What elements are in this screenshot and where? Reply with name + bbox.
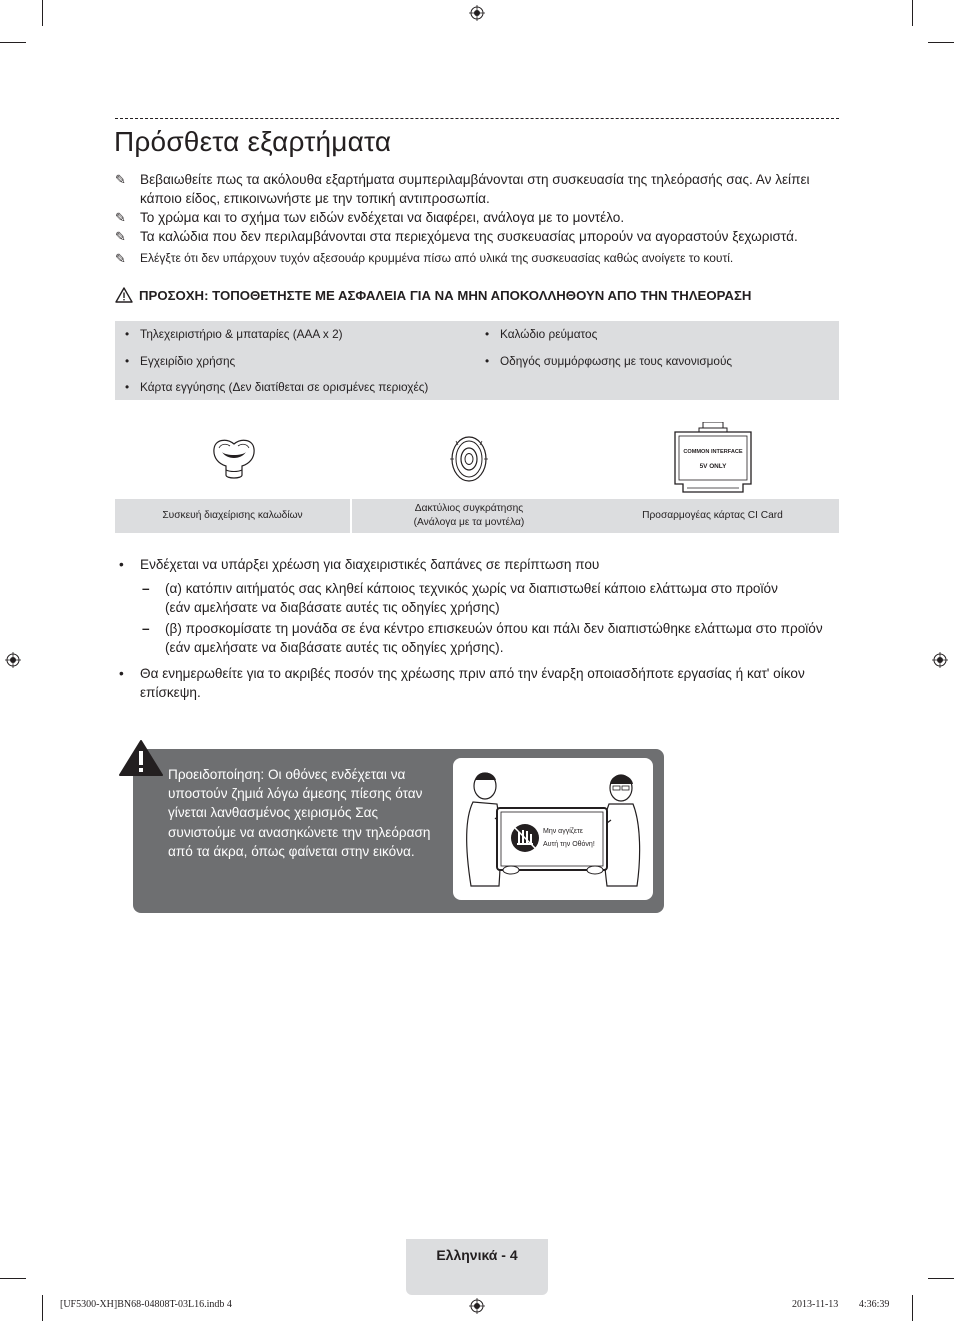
caution-triangle-icon (115, 287, 133, 303)
note-item: ✎ Τα καλώδια που δεν περιλαμβάνονται στα περιεχόμενα της συσκευασίας μπορούν να αγοραστούν ξεχωριστά. (115, 229, 798, 244)
note-icon: ✎ (115, 172, 126, 187)
caption-cable-holder: Συσκευή διαχείρισης καλωδίων (115, 499, 350, 533)
warning-triangle-icon (118, 739, 164, 777)
registration-mark-icon (5, 652, 21, 668)
ci-card-adapter-icon (673, 422, 753, 496)
cable-holder-image (115, 420, 352, 498)
tv-screen-line1: Μην αγγίζετε (543, 828, 583, 835)
ci-label-line1: COMMON INTERFACE (682, 449, 743, 455)
note-icon: ✎ (115, 210, 126, 225)
list-item: • Οδηγός συμμόρφωσης με τους κανονισμούς (475, 354, 839, 381)
list-item: • Τηλεχειριστήριο & μπαταρίες (AAA x 2) (115, 327, 475, 354)
note-icon: ✎ (115, 251, 126, 266)
ci-label-line2: 5V ONLY (699, 463, 726, 470)
warning-text: Προειδοποίηση: Οι οθόνες ενδέχεται να υποστούν ζημιά λόγω άμεσης πίεσης όταν γίνεται λανθασμένος χειρισμός Σας συνιστούμε να ανασηκώνετε την τηλεόραση από τα άκρα, όπως φαίνεται στην εικόνα. (168, 767, 431, 859)
notes-list (115, 170, 839, 268)
list-item: • Θα ενημερωθείτε για το ακριβές ποσόν της χρέωσης πριν από την έναρξη οποιασδήποτε εργασίας ή κατ' οίκον επίσκεψη. (119, 666, 805, 700)
list-item: – (α) κατόπιν αιτήματός σας κληθεί κάποιος τεχνικός χωρίς να διαπιστωθεί κάποιο ελάττωμα στο προϊόν (εάν αμελήσατε να διαβάσατε αυτές τις οδηγίες χρήσης) (142, 581, 778, 615)
holder-ring-image (352, 420, 586, 498)
accessories-right-list (475, 327, 839, 380)
holder-ring-icon (448, 433, 490, 485)
list-item: – (β) προσκομίσατε τη μονάδα σε ένα κέντρο επισκευών όπου και πάλι δεν διαπιστώθηκε ελάττωμα στο προϊόν (εάν αμελήσατε να διαβάσατε αυτές τις οδηγίες χρήσης). (142, 621, 823, 655)
cable-holder-icon (209, 436, 259, 482)
note-item: ✎ Ελέγξτε ότι δεν υπάρχουν τυχόν αξεσουάρ κρυμμένα πίσω από υλικά της συσκευασίας καθώς ανοίγετε το κουτί. (115, 251, 734, 266)
caption-row (115, 499, 839, 533)
caption-holder-ring: Δακτύλιος συγκράτησης (Ανάλογα με τα μοντέλα) (352, 499, 586, 533)
two-people-carrying-tv-icon (453, 758, 653, 900)
print-slug-file: [UF5300-XH]BN68-04808T-03L16.indb 4 (60, 1299, 232, 1310)
note-item: ✎ Βεβαιωθείτε πως τα ακόλουθα εξαρτήματα συμπεριλαμβάνονται στη συσκευασία της τηλεόρασής σας. Αν λείπει κάποιο είδος, επικοινωνήστε με την τοπική αντιπροσωπία. (115, 172, 810, 206)
page-number: Ελληνικά - 4 (436, 1247, 518, 1263)
carry-tv-illustration (453, 758, 653, 900)
accessories-box (115, 321, 839, 400)
accessories-left-list (115, 327, 475, 407)
note-item: ✎ Το χρώμα και το σχήμα των ειδών ενδέχεται να διαφέρει, ανάλογα με το μοντέλο. (115, 210, 625, 225)
tv-screen-line2: Αυτή την Οθόνη! (543, 841, 595, 848)
print-slug-date: 2013-11-13 ￿￿ 4:36:39 (792, 1299, 890, 1310)
list-item: • Κάρτα εγγύησης (Δεν διατίθεται σε ορισμένες περιοχές) (115, 380, 475, 407)
registration-mark-icon (469, 1298, 485, 1314)
charges-list (115, 555, 839, 702)
list-item: • Καλώδιο ρεύματος (475, 327, 839, 354)
page-title: Πρόσθετα εξαρτήματα (114, 126, 392, 157)
list-item: • Εγχειρίδιο χρήσης (115, 354, 475, 381)
ci-card-adapter-image (586, 420, 839, 498)
registration-mark-icon (932, 652, 948, 668)
list-item: • Ενδέχεται να υπάρξει χρέωση για διαχειριστικές δαπάνες σε περίπτωση που (119, 557, 600, 572)
header-divider (115, 118, 839, 119)
caption-ci-card: Προσαρμογέας κάρτας CI Card (586, 499, 839, 533)
registration-mark-icon (469, 5, 485, 21)
note-icon: ✎ (115, 229, 126, 244)
caution-heading: ΠΡΟΣΟΧΗ: ΤΟΠΟΘΕΤΗΣΤΕ ΜΕ ΑΣΦΑΛΕΙΑ ΓΙΑ ΝΑ ΜΗΝ ΑΠΟΚΟΛΛΗΘΟΥΝ ΑΠΟ ΤΗΝ ΤΗΛΕΟΡΑΣΗ (115, 287, 751, 303)
